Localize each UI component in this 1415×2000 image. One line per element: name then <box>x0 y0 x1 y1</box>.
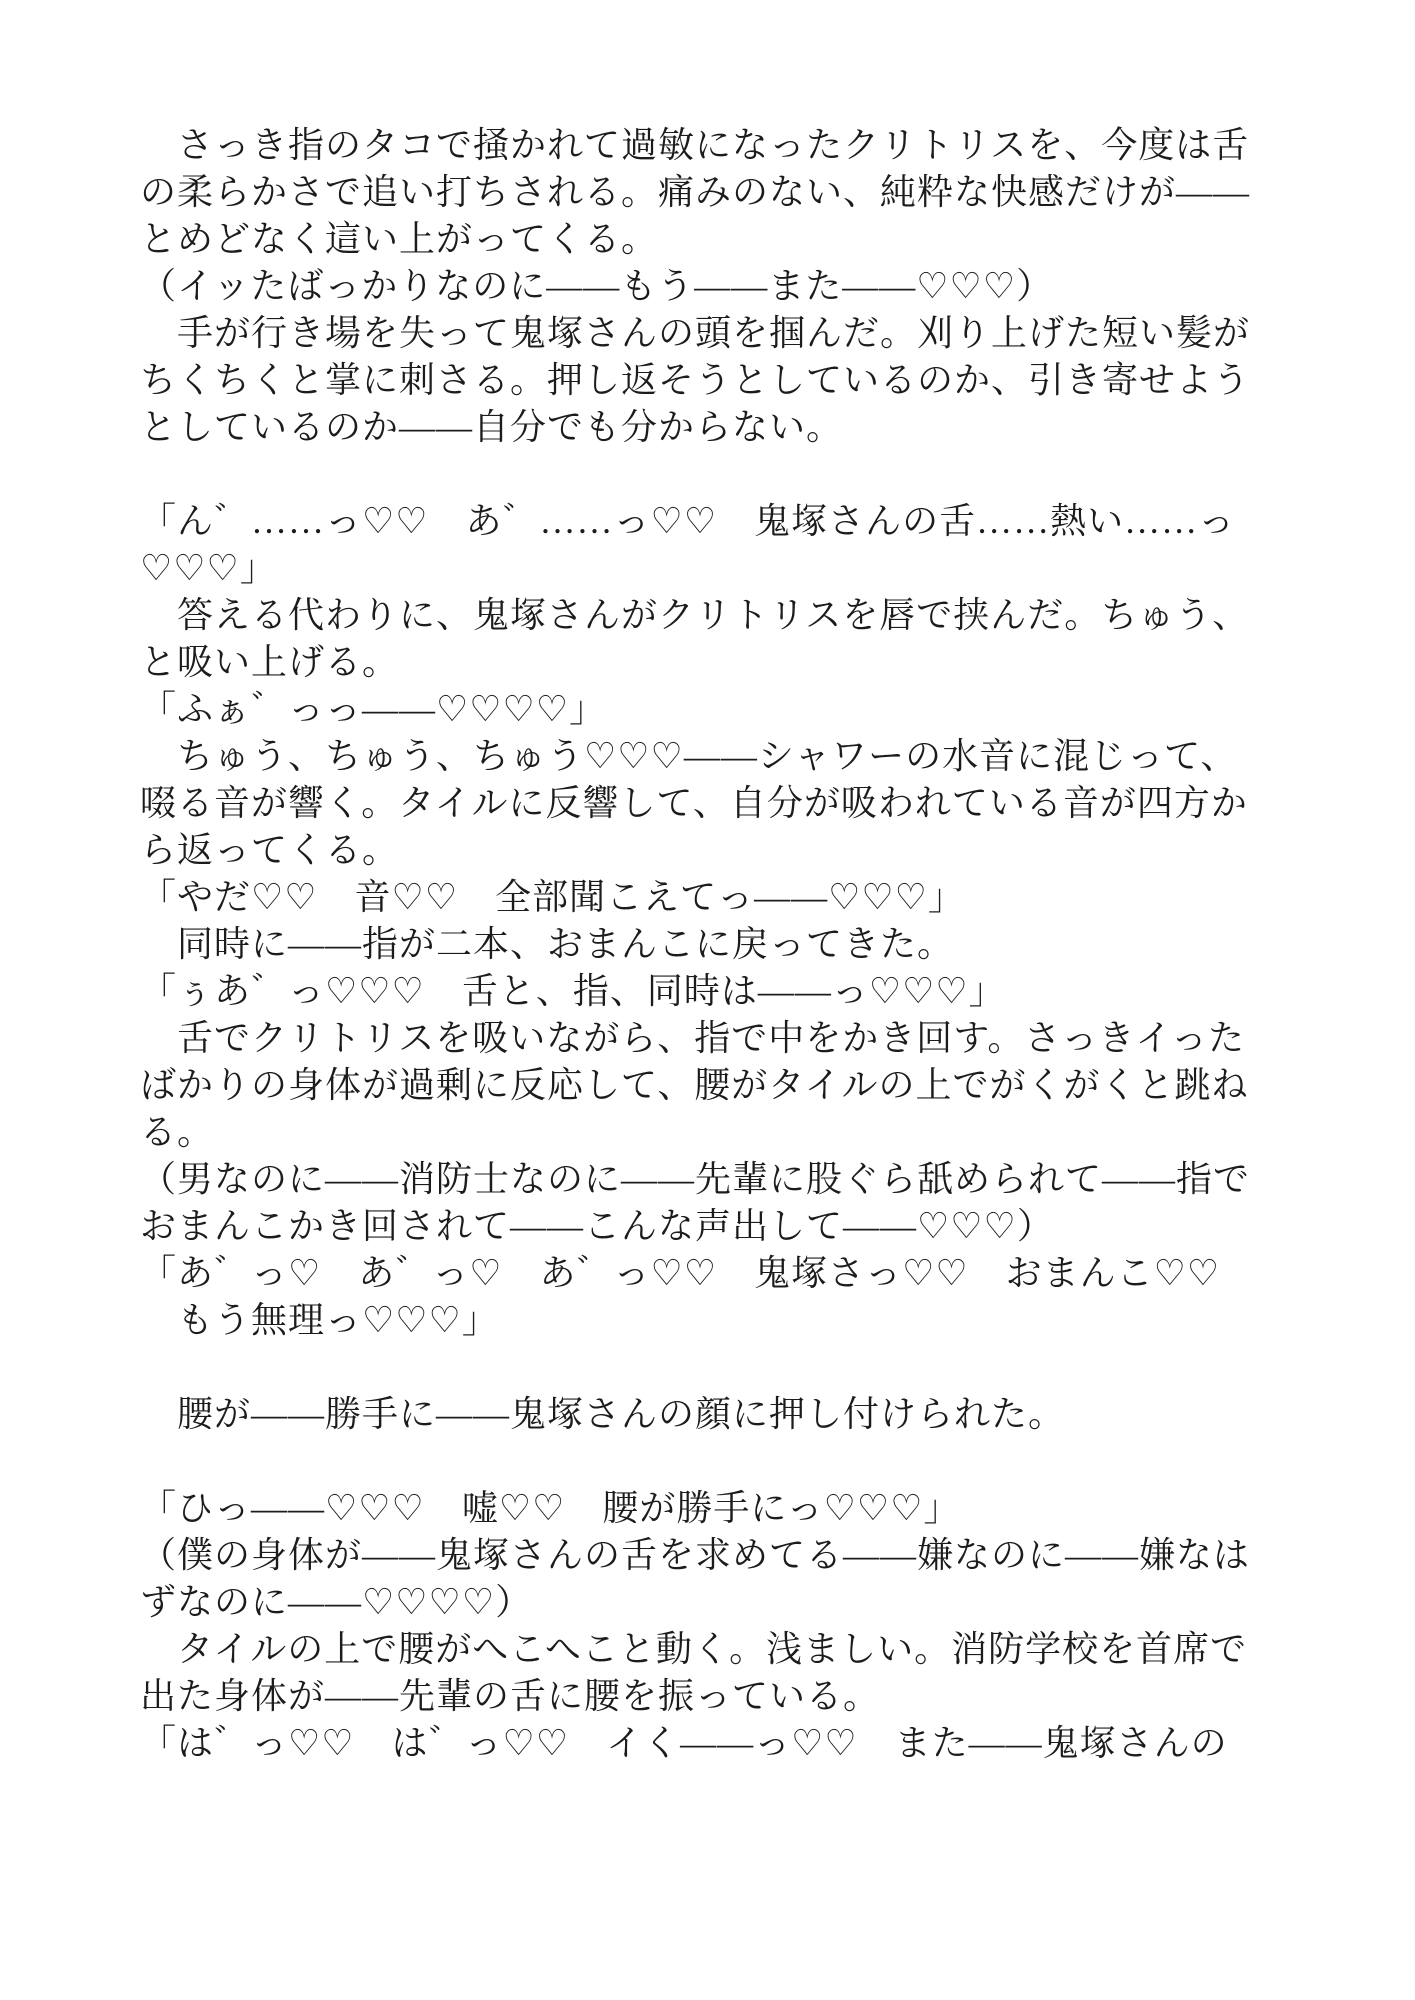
text-line: 答える代わりに、鬼塚さんがクリトリスを唇で挟んだ。ちゅう、 <box>140 595 1250 635</box>
text-line: 啜る音が響く。タイルに反響して、自分が吸われている音が四方か <box>140 783 1248 823</box>
text-line: ちゅう、ちゅう、ちゅう♡♡♡――シャワーの水音に混じって、 <box>140 736 1238 776</box>
text-line: 「ん゛……っ♡♡ あ゛……っ♡♡ 鬼塚さんの舌……熱い……っ <box>140 501 1236 541</box>
text-line: タイルの上で腰がへこへこと動く。浅ましい。消防学校を首席で <box>140 1629 1248 1669</box>
text-line: 手が行き場を失って鬼塚さんの頭を掴んだ。刈り上げた短い髪が <box>140 313 1251 353</box>
text-line: 「ふぁ゛っっ――♡♡♡♡」 <box>140 689 607 729</box>
text-line: と吸い上げる。 <box>140 642 400 682</box>
text-line: （僕の身体が――鬼塚さんの舌を求めてる――嫌なのに――嫌なは <box>140 1535 1251 1575</box>
text-line <box>140 1344 1285 1391</box>
text-line: 出た身体が――先輩の舌に腰を振っている。 <box>140 1676 881 1716</box>
story-text-block <box>140 122 1285 1767</box>
text-line: ちくちくと掌に刺さる。押し返そうとしているのか、引き寄せよう <box>140 360 1251 400</box>
text-line: もう無理っ♡♡♡」 <box>140 1300 499 1340</box>
text-line <box>140 1438 1285 1485</box>
text-line: とめどなく這い上がってくる。 <box>140 219 659 259</box>
text-line: 「は゛っ♡♡ は゛っ♡♡ イく――っ♡♡ また――鬼塚さんの <box>140 1723 1228 1763</box>
text-line: さっき指のタコで掻かれて過敏になったクリトリスを、今度は舌 <box>140 125 1250 165</box>
text-line: （イッたばっかりなのに――もう――また――♡♡♡） <box>140 266 1054 306</box>
text-line: （男なのに――消防士なのに――先輩に股ぐら舐められて――指で <box>140 1159 1251 1199</box>
text-line: 腰が――勝手に――鬼塚さんの顔に押し付けられた。 <box>140 1394 1066 1434</box>
text-line: る。 <box>140 1112 215 1152</box>
text-line: ずなのに――♡♡♡♡） <box>140 1582 533 1622</box>
text-line: 「やだ♡♡ 音♡♡ 全部聞こえてっ――♡♡♡」 <box>140 877 965 917</box>
text-line: 「ぅあ゛っ♡♡♡ 舌と、指、同時は――っ♡♡♡」 <box>140 971 1006 1011</box>
text-line: 「ひっ――♡♡♡ 嘘♡♡ 腰が勝手にっ♡♡♡」 <box>140 1488 961 1528</box>
text-line: ら返ってくる。 <box>140 830 400 870</box>
text-line: 「あ゛っ♡ あ゛っ♡ あ゛っ♡♡ 鬼塚さっ♡♡ おまんこ♡♡ <box>140 1253 1221 1293</box>
text-line: の柔らかさで追い打ちされる。痛みのない、純粋な快感だけが―― <box>140 172 1251 212</box>
text-line: としているのか――自分でも分からない。 <box>140 407 844 447</box>
text-line: 舌でクリトリスを吸いながら、指で中をかき回す。さっきイった <box>140 1018 1245 1058</box>
text-line: 同時に――指が二本、おまんこに戻ってきた。 <box>140 924 955 964</box>
text-line <box>140 451 1285 498</box>
text-line: おまんこかき回されて――こんな声出して――♡♡♡） <box>140 1206 1054 1246</box>
text-line: ♡♡♡」 <box>140 548 277 588</box>
text-line: ばかりの身体が過剰に反応して、腰がタイルの上でがくがくと跳ね <box>140 1065 1249 1105</box>
